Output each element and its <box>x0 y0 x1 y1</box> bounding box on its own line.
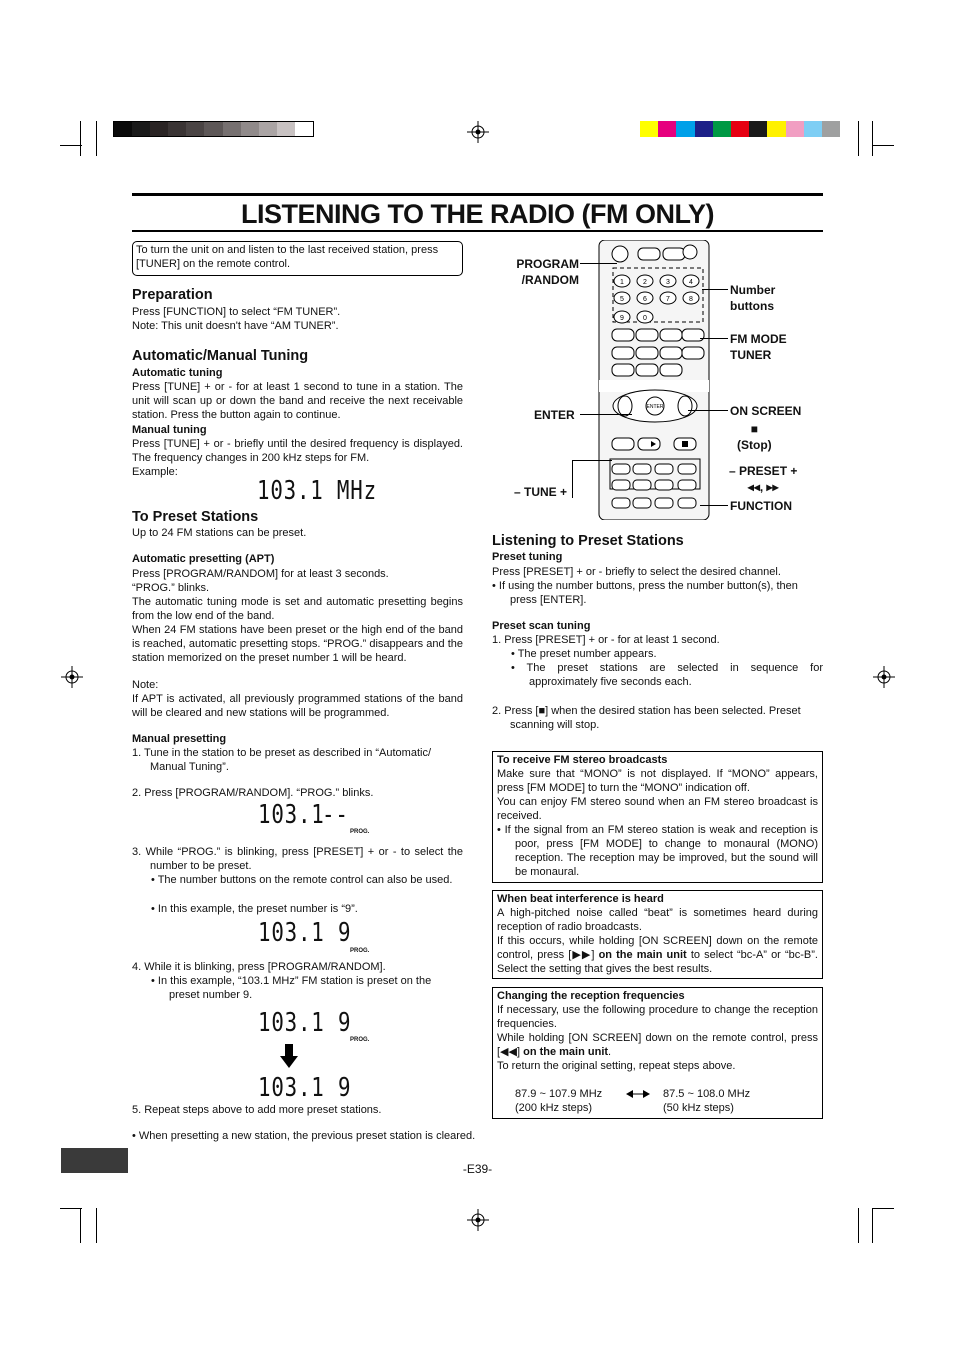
beat-p2: If this occurs, while holding [ON SCREEN] down on the remote control, press [▶▶] on the main unit to select “bc-A” or “bc-B”. Select the setting that gives the best results. <box>497 935 818 975</box>
display-preset-number: 9 <box>338 918 352 948</box>
svg-text:7: 7 <box>666 296 670 303</box>
stereo-p2: You can enjoy FM stereo sound when an FM stereo broadcast is received. <box>497 796 818 822</box>
svg-text:5: 5 <box>620 296 624 303</box>
scan-step-1-bullet-1: • The preset number appears. <box>511 648 657 660</box>
freq-p2: While holding [ON SCREEN] down on the remote control, press [◀◀] on the main unit. <box>497 1032 818 1058</box>
freq-box <box>492 987 823 1119</box>
freq-p3: To return the original setting, repeat steps above. <box>497 1060 736 1072</box>
preset-tuning-bullet: • If using the number buttons, press the number button(s), then press [ENTER]. <box>492 580 798 606</box>
display-step3 <box>258 918 378 958</box>
step-3: 3. While “PROG.” is blinking, press [PRESET] + or - to select the number to be preset. <box>132 846 463 872</box>
freq-right-step: (50 kHz steps) <box>663 1102 734 1114</box>
auto-manual-heading: Automatic/Manual Tuning <box>132 348 309 364</box>
arrow-down-icon <box>280 1044 298 1068</box>
display-step2 <box>258 800 378 840</box>
remote-illustration <box>598 240 710 520</box>
label-on-screen: ON SCREEN <box>730 404 802 418</box>
manual-tuning-heading: Manual tuning <box>132 424 207 436</box>
freq-left-range: 87.9 ~ 107.9 MHz <box>515 1088 603 1100</box>
stereo-heading: To receive FM stereo broadcasts <box>497 754 668 766</box>
manual-tuning-text: Press [TUNE] + or - briefly until the desired frequency is displayed. The frequency changes in 200 kHz steps for FM. <box>132 438 463 464</box>
display-freq: 103.1 <box>258 1008 325 1038</box>
display-dash: -- <box>322 800 349 830</box>
preset-tuning-heading: Preset tuning <box>492 551 563 563</box>
svg-text:4: 4 <box>689 279 693 286</box>
svg-text:6: 6 <box>643 296 647 303</box>
bullet-end: • When presetting a new station, the previous preset station is cleared. <box>132 1130 476 1142</box>
label-function: FUNCTION <box>730 499 792 513</box>
label-stop: ■ (Stop) <box>737 422 772 452</box>
stereo-p1: Make sure that “MONO” is not displayed. If “MONO” appears, press [FM MODE] to turn the “MONO” indication off. <box>497 768 818 794</box>
beat-heading: When beat interference is heard <box>497 893 664 905</box>
freq-heading: Changing the reception frequencies <box>497 990 685 1002</box>
process-color-bar <box>640 121 840 137</box>
apt-line3: The automatic tuning mode is set and automatic presetting begins from the low end of the band. <box>132 596 463 622</box>
step-4: 4. While it is blinking, press [PROGRAM/RANDOM]. <box>132 961 386 973</box>
leader-line <box>688 410 728 411</box>
preparation-heading: Preparation <box>132 287 213 303</box>
step-1: 1. Tune in the station to be preset as described in “Automatic/ Manual Tuning”. <box>132 747 432 773</box>
display-step4-blinking <box>258 1008 378 1048</box>
leader-line <box>580 414 632 415</box>
step-4-bullet-1: • In this example, “103.1 MHz” FM station is preset on the preset number 9. <box>151 975 432 1001</box>
prog-indicator: PROG. <box>350 948 370 954</box>
intro-box <box>132 241 463 276</box>
apt-line2: “PROG.” blinks. <box>132 582 210 594</box>
leader-line <box>702 289 728 290</box>
preset-tuning-text: Press [PRESET] + or - briefly to select the desired channel. <box>492 566 781 578</box>
label-number-buttons: Number buttons <box>730 283 776 313</box>
scan-step-1-bullet-2: • The preset stations are selected in sequence for approximately five seconds each. <box>511 662 823 688</box>
registration-mark-icon <box>467 1209 489 1231</box>
manual-presetting-heading: Manual presetting <box>132 733 227 745</box>
preparation-line1: Press [FUNCTION] to select “FM TUNER”. <box>132 306 341 318</box>
note-label: Note: <box>132 679 159 691</box>
svg-text:0: 0 <box>643 315 647 322</box>
stereo-bullet: • If the signal from an FM stereo station is weak and reception is poor, press [FM MODE] to change to monaural (MONO) reception. The reception may be improved, but the sound will be monaural. <box>497 824 818 878</box>
display-example: 103.1 MHz <box>257 476 377 506</box>
label-enter: ENTER <box>534 408 575 422</box>
leader-line <box>572 460 573 498</box>
page-title: LISTENING TO THE RADIO (FM ONLY) <box>240 199 714 229</box>
svg-text:1: 1 <box>620 279 624 286</box>
page-number: -E39- <box>462 1162 493 1176</box>
freq-p1: If necessary, use the following procedure to change the reception frequencies. <box>497 1004 818 1030</box>
display-step4-final <box>258 1073 378 1107</box>
apt-line4: When 24 FM stations have been preset or the high end of the band is reached, automatic presetting stops. “PROG.” disappears and the station memorized on the preset number 1 will be heard. <box>132 624 463 664</box>
beat-p1: A high-pitched noise called “beat” is sometimes heard during reception of radio broadcasts. <box>497 907 818 933</box>
grayscale-bar <box>113 121 314 137</box>
freq-left-step: (200 kHz steps) <box>515 1102 593 1114</box>
example-label: Example: <box>132 466 178 478</box>
leader-line <box>580 263 617 264</box>
prog-indicator: PROG. <box>350 1037 370 1043</box>
svg-text:2: 2 <box>643 279 647 286</box>
display-freq: 103.1 <box>258 800 325 830</box>
beat-box <box>492 890 823 979</box>
registration-mark-icon <box>467 121 489 143</box>
display-freq: 103.1 <box>258 918 325 948</box>
display-freq: 103.1 <box>258 1073 325 1103</box>
title-rule-top <box>132 193 823 196</box>
step-3-bullet-1: • The number buttons on the remote control can also be used. <box>151 874 453 886</box>
listening-heading: Listening to Preset Stations <box>492 533 684 549</box>
display-preset-number: 9 <box>338 1008 352 1038</box>
apt-heading: Automatic presetting (APT) <box>132 553 275 565</box>
freq-right-range: 87.5 ~ 108.0 MHz <box>663 1088 751 1100</box>
label-preset: – PRESET + ◂◂, ▸▸ <box>729 464 798 494</box>
stereo-box <box>492 751 823 883</box>
svg-text:3: 3 <box>666 279 670 286</box>
scan-step-2: 2. Press [■] when the desired station has been selected. Preset scanning will stop. <box>492 705 801 731</box>
leader-line <box>572 460 612 461</box>
svg-text:9: 9 <box>620 315 624 322</box>
preset-intro: Up to 24 FM stations can be preset. <box>132 527 307 539</box>
label-program-random: PROGRAM /RANDOM <box>516 257 579 287</box>
svg-text:ENTER: ENTER <box>646 404 664 410</box>
step-3-bullet-2: • In this example, the preset number is “9”. <box>151 903 358 915</box>
note-text: If APT is activated, all previously programmed stations of the band will be cleared and new stations will be programmed. <box>132 693 463 719</box>
scan-heading: Preset scan tuning <box>492 620 591 632</box>
registration-mark-icon <box>61 666 83 688</box>
registration-mark-icon <box>873 666 895 688</box>
step-2: 2. Press [PROGRAM/RANDOM]. “PROG.” blinks. <box>132 787 374 799</box>
label-tune: – TUNE + <box>514 485 568 499</box>
display-preset-number: 9 <box>338 1073 352 1103</box>
preset-heading: To Preset Stations <box>132 509 259 525</box>
preparation-line2: Note: This unit doesn't have “AM TUNER”. <box>132 320 339 332</box>
section-tab <box>61 1148 128 1173</box>
double-arrow-icon <box>626 1090 650 1098</box>
svg-text:8: 8 <box>689 296 693 303</box>
leader-line <box>700 338 728 339</box>
auto-tuning-text: Press [TUNE] + or - for at least 1 second to tune in a station. The unit will scan up or down the band and receive the next receivable station. Press the button again to continue. <box>132 381 463 421</box>
auto-tuning-heading: Automatic tuning <box>132 367 223 379</box>
leader-line <box>700 505 728 506</box>
step-5: 5. Repeat steps above to add more preset stations. <box>132 1104 382 1116</box>
scan-step-1: 1. Press [PRESET] + or - for at least 1 second. <box>492 634 720 646</box>
apt-line1: Press [PROGRAM/RANDOM] for at least 3 seconds. <box>132 568 389 580</box>
title-rule-bottom <box>132 230 823 232</box>
prog-indicator: PROG. <box>350 829 370 835</box>
intro-text: To turn the unit on and listen to the last received station, press [TUNER] on the remote control. <box>136 244 439 270</box>
label-fm-mode-tuner: FM MODE TUNER <box>730 332 787 362</box>
